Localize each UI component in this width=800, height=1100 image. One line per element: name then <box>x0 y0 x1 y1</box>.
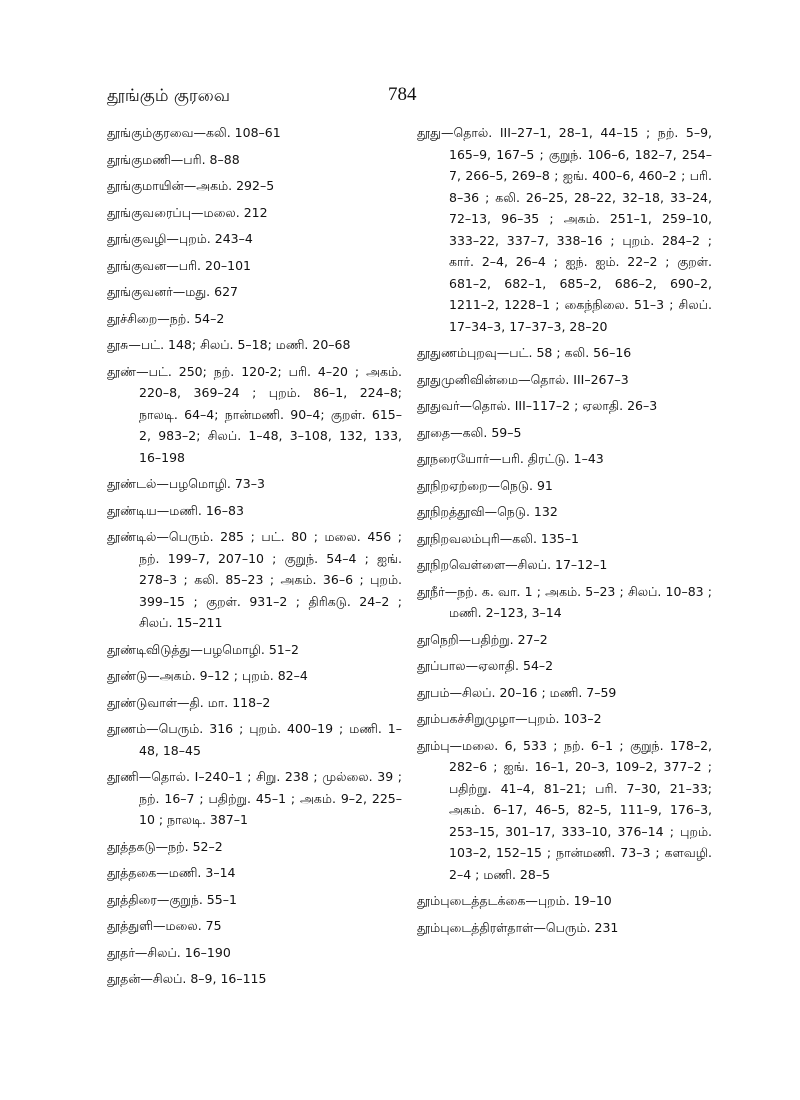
index-entry: தூதுவர்—தொல். III–117–2 ; ஏலாதி. 26–3 <box>417 398 658 413</box>
index-entry: தூம்புடைத்தடக்கை—புறம். 19–10 <box>417 893 612 908</box>
index-entry: தூச்சிறை—நற். 54–2 <box>107 310 225 326</box>
index-entry: தூணம்—பெரும். 316 ; புறம். 400–19 ; மணி. 1–48, 18–45 <box>107 721 402 758</box>
index-entry: தூம்பு—மலை. 6, 533 ; நற். 6–1 ; குறுந். 178–2, 282–6 ; ஐங். 16–1, 20–3, 109–2, 377–2 ; பதிற்று. 41–4, 81–21; பரி. 7–30, 21–33; அகம். 6–17, 46–5, 82–5, 111–9, 176–3, 253–15, 301–17, 333–10, 376–14 ; புறம். 103–2, 152–15 ; நான்மணி. 73–3 ; களவழி. 2–4 ; மணி. 28–5 <box>417 737 712 882</box>
right-column <box>417 122 712 943</box>
index-entry: தூநிறவலம்புரி—கலி. 135–1 <box>417 530 579 546</box>
index-entry: தூத்தகடு—நற். 52–2 <box>107 838 223 854</box>
index-entry: தூண்டல்—பழமொழி. 73–3 <box>107 476 265 491</box>
index-entry: தூணி—தொல். I–240–1 ; சிறு. 238 ; முல்லை. 39 ; நற். 16–7 ; பதிற்று. 45–1 ; அகம். 9–2, 225–10 ; நாலடி. 387–1 <box>107 769 402 827</box>
index-entry: தூநிறஏற்றை—நெடு. 91 <box>417 477 553 493</box>
index-entry: தூநெறி—பதிற்று. 27–2 <box>417 631 548 647</box>
index-entry: தூண்டிவிடுத்து—பழமொழி. 51–2 <box>107 641 299 657</box>
index-entry: தூம்புடைத்திரள்தாள்—பெரும். 231 <box>417 919 619 935</box>
running-head: தூங்கும் குரவை <box>107 86 231 106</box>
index-entry: தூம்பகச்சிறுமுழா—புறம். 103–2 <box>417 711 602 726</box>
page-number: 784 <box>388 84 417 105</box>
index-entry: தூதுணம்புறவு—பட். 58 ; கலி. 56–16 <box>417 345 632 360</box>
index-entry: தூது—தொல். III–27–1, 28–1, 44–15 ; நற். 5–9, 165–9, 167–5 ; குறுந். 106–6, 182–7, 254–7, 266–5, 269–8 ; ஐங். 400–6, 460–2 ; பரி. 8–36 ; கலி. 26–25, 28–22, 32–18, 33–24, 72–13, 96–35 ; அகம். 251–1, 259–10, 333–22, 337–7, 338–16 ; புறம். 284–2 ; கார். 2–4, 26–4 ; ஐந். ஐம். 22–2 ; குறள். 681–2, 682–1, 685–2, 686–2, 690–2, 1211–2, 1228–1 ; கைந்நிலை. 51–3 ; சிலப். 17–34–3, 17–37–3, 28–20 <box>417 125 712 334</box>
index-entry: தூநிறத்தூவி—நெடு. 132 <box>417 504 558 519</box>
index-entry: தூதன்—சிலப். 8–9, 16–115 <box>107 971 267 986</box>
index-entry: தூநரையோர்—பரி. திரட்டு. 1–43 <box>417 451 604 466</box>
index-entry: தூண்டுவாள்—தி. மா. 118–2 <box>107 694 271 710</box>
index-entry: தூண்டு—அகம். 9–12 ; புறம். 82–4 <box>107 668 308 683</box>
index-entry: தூநீர்—நற். க. வா. 1 ; அகம். 5–23 ; சிலப். 10–83 ; மணி. 2–123, 3–14 <box>417 583 712 620</box>
index-entry: தூத்துளி—மலை. 75 <box>107 918 222 933</box>
index-entry: தூங்கும்குரவை—கலி. 108–61 <box>107 125 281 140</box>
index-entry: தூங்குமணி—பரி. 8–88 <box>107 151 240 167</box>
index-entry: தூநிறவெள்ளை—சிலப். 17–12–1 <box>417 557 608 572</box>
index-entry: தூங்குவழி—புறம். 243–4 <box>107 231 253 246</box>
index-entry: தூண்—பட். 250; நற். 120-2; பரி. 4–20 ; அகம். 220–8, 369–24 ; புறம். 86–1, 224–8; நாலடி. 64–4; நான்மணி. 90–4; குறள். 615–2, 983–2; சிலப். 1–48, 3–108, 132, 133, 16–198 <box>107 363 402 465</box>
index-entry: தூதுமுனிவின்மை—தொல். III–267–3 <box>417 371 629 387</box>
index-entry: தூங்குவன—பரி. 20–101 <box>107 257 252 273</box>
index-entry: தூண்டிய—மணி. 16–83 <box>107 502 244 518</box>
index-entry: தூத்திரை—குறுந். 55–1 <box>107 891 237 907</box>
left-column <box>107 122 402 995</box>
index-entry: தூத்தகை—மணி. 3–14 <box>107 865 236 880</box>
index-entry: தூபம்—சிலப். 20–16 ; மணி. 7–59 <box>417 684 617 700</box>
index-entry: தூங்குவனர்—மது. 627 <box>107 284 238 299</box>
index-entry: தூங்குவரைப்பு—மலை. 212 <box>107 204 268 220</box>
index-entry: தூப்பால—ஏலாதி. 54–2 <box>417 658 554 673</box>
index-entry: தூசு—பட். 148; சிலப். 5–18; மணி. 20–68 <box>107 337 351 352</box>
index-entry: தூதை—கலி. 59–5 <box>417 424 522 440</box>
index-entry: தூண்டில்—பெரும். 285 ; பட். 80 ; மலை. 456 ; நற். 199–7, 207–10 ; குறுந். 54–4 ; ஐங். 278–3 ; கலி. 85–23 ; அகம். 36–6 ; புறம். 399–15 ; குறள். 931–2 ; திரிகடு. 24–2 ; சிலப். 15–211 <box>107 529 402 630</box>
index-entry: தூதர்—சிலப். 16–190 <box>107 944 231 960</box>
index-entry: தூங்குமாயின்—அகம். 292–5 <box>107 178 275 193</box>
